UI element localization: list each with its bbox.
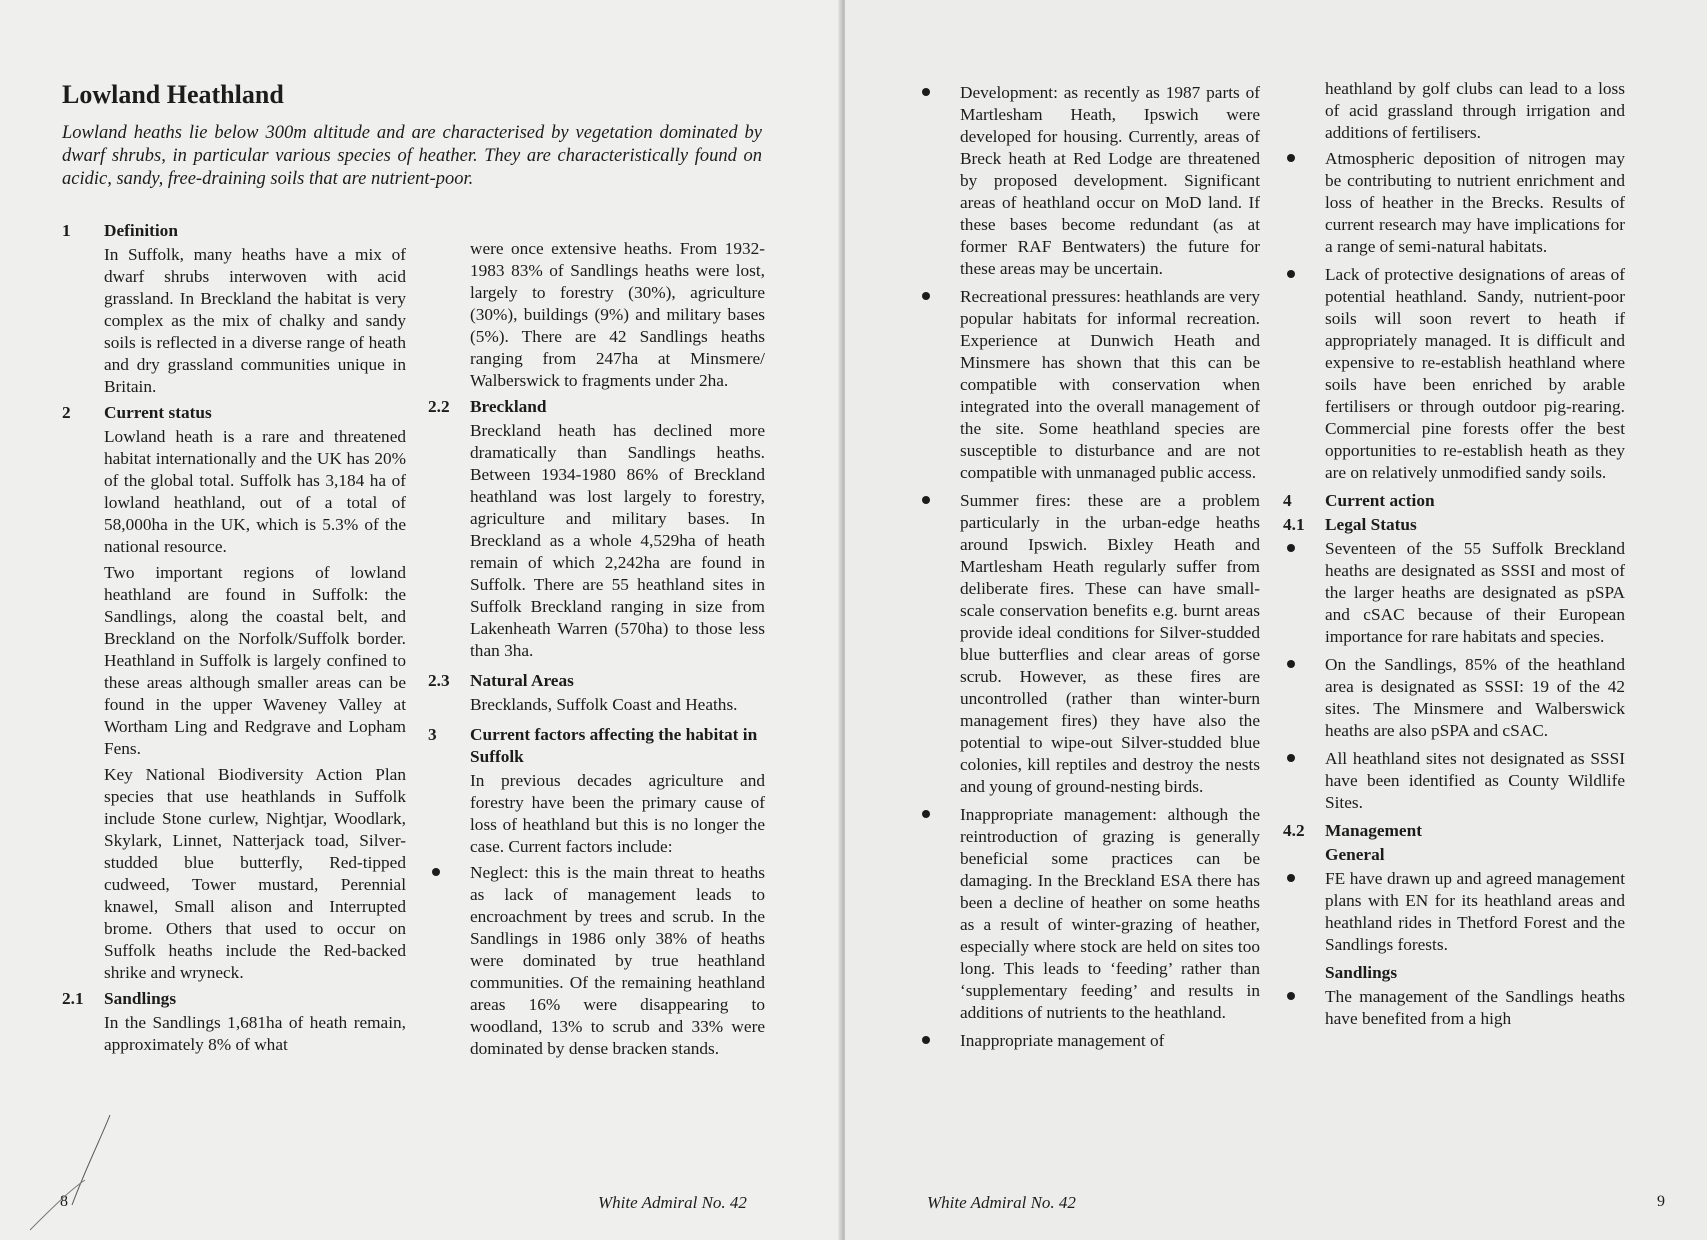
bullet-item: Atmospheric deposition of nitrogen may be contributing to nutrient enrichment and loss of heather in the Brecks. Results of current research may have implications for a range of semi-natural habitats. (1325, 148, 1625, 258)
right-column-1 (960, 82, 1260, 1058)
bullet-icon (432, 868, 440, 876)
section-heading: 4.2 Management (1283, 821, 1422, 840)
intro-paragraph: Lowland heaths lie below 300m altitude and are characterised by vegetation dominated by dwarf shrubs, in particular various species of heather. They are characteristically found on acidic, sandy, free-draining soils that are nutrient-poor. (62, 123, 762, 189)
bullet-item: The management of the Sandlings heaths have benefited from a high (1325, 986, 1625, 1030)
paragraph: In previous decades agriculture and forestry have been the primary cause of loss of heathland but this is no longer the case. Current factors include: (470, 771, 765, 856)
bullet-item: Neglect: this is the main threat to heaths as lack of management leads to encroachment by trees and scrub. In the Sandlings in 1986 only 38% of heaths were dominated by true heathland communities. Of the remaining heathland areas 16% were disappearing to woodland, 13% to scrub and 33% were dominated by dense bracken stands. (470, 862, 765, 1060)
page-number: 9 (1657, 1193, 1665, 1210)
paragraph: Key National Biodiversity Action Plan species that use heathlands in Suffolk include Stone curlew, Nightjar, Woodlark, Skylark, Linnet, Natterjack toad, Silver-studded blue butterfly, Red-tipped cudweed, Tower mustard, Perennial knawel, Small alison and Interrupted brome. Others that used to occur on Suffolk heaths include the Red-backed shrike and wryneck. (104, 765, 406, 982)
subheading: General (1325, 845, 1385, 864)
subheading: Sandlings (1325, 963, 1398, 982)
page-footer: White Admiral No. 42 (927, 1193, 1076, 1212)
bullet-icon (922, 810, 930, 818)
page-title: Lowland Heathland (62, 80, 284, 109)
section-heading: 2.1 Sandlings (62, 989, 177, 1008)
right-column-2 (1283, 78, 1625, 1036)
bullet-icon (1287, 154, 1295, 162)
paragraph: In the Sandlings 1,681ha of heath remain, approximately 8% of what (104, 1013, 406, 1054)
bullet-item: Seventeen of the 55 Suffolk Breckland heaths are designated as SSSI and most of the larger heaths are designated as pSPA and cSAC because of their European importance for rare habitats and species. (1325, 538, 1625, 648)
bullet-icon (1287, 992, 1295, 1000)
page-footer: White Admiral No. 42 (598, 1193, 747, 1212)
section-heading: 1 Definition (62, 221, 178, 240)
bullet-item: Inappropriate management of (960, 1030, 1260, 1052)
bullet-icon (1287, 660, 1295, 668)
paragraph: Brecklands, Suffolk Coast and Heaths. (470, 695, 738, 714)
bullet-icon (922, 292, 930, 300)
bullet-icon (1287, 754, 1295, 762)
bullet-icon (922, 88, 930, 96)
paragraph: Lowland heath is a rare and threatened habitat internationally and the UK has 20% of the global total. Suffolk has 3,184 ha of lowland heathland, out of a total of 58,000ha in the UK, which is 5.3% of the national resource. (104, 427, 406, 556)
paragraph: Two important regions of lowland heathland are found in Suffolk: the Sandlings, along the coastal belt, and Breckland on the Norfolk/Suffolk border. Heathland in Suffolk is largely confined to these areas although smaller areas can be found in the upper Waveney Valley at Wortham Ling and Redgrave and Lopham Fens. (104, 563, 406, 758)
paragraph: heathland by golf clubs can lead to a loss of acid grassland through irrigation and additions of fertilisers. (1325, 79, 1625, 142)
section-heading: 2.3 Natural Areas (428, 671, 574, 690)
bullet-item: Recreational pressures: heathlands are very popular habitats for informal recreation. Experience at Dunwich Heath and Minsmere has shown that this can be compatible with conservation when integrated into the overall management of the site. Some heathland species are susceptible to disturbance and are not compatible with unmanaged public access. (960, 286, 1260, 484)
left-column-1 (62, 218, 406, 1060)
bullet-item: Lack of protective designations of areas of potential heathland. Sandy, nutrient-poor soils will soon revert to heath if appropriately managed. It is difficult and expensive to re-establish heathland where soils have been enriched by arable fertilisers or through outdoor pig-rearing. Commercial pine forests offer the best opportunities to re-establish heath as they are on relatively unmodified sandy soils. (1325, 264, 1625, 484)
bullet-item: Inappropriate management: although the reintroduction of grazing is generally beneficial some practices can be damaging. In the Breckland ESA there has been a decline of heather on some heaths as a result of winter-grazing of heather, especially where stock are held on sites too long. This leads to ‘feeding’ rather than ‘supplementary feeding’ and results in additions of nutrients to the heathland. (960, 804, 1260, 1024)
paragraph: were once extensive heaths. From 1932-1983 83% of Sandlings heaths were lost, largely to forestry (30%), agriculture (30%), buildings (9%) and military bases (5%). There are 42 Sandlings heaths ranging from 247ha at Minsmere/ Walberswick to fragments under 2ha. (470, 239, 765, 390)
left-page (0, 0, 845, 1240)
paragraph: In Suffolk, many heaths have a mix of dwarf shrubs interwoven with acid grassland. In Breckland the habitat is very complex as the mix of chalky and sandy soils is reflected in a diverse range of heath and dry grassland communities unique in Britain. (104, 245, 406, 396)
bullet-item: All heathland sites not designated as SSSI have been identified as County Wildlife Sites. (1325, 748, 1625, 814)
bullet-icon (1287, 874, 1295, 882)
section-heading: 4 Current action (1283, 491, 1435, 510)
bullet-icon (1287, 544, 1295, 552)
bullet-item: Summer fires: these are a problem particularly in the urban-edge heaths around Ipswich. Bixley Heath and Martlesham Heath regularly suffer from deliberate fires. These can have small-scale conservation benefits e.g. burnt areas provide ideal conditions for Silver-studded blue butterflies and clear areas of gorse scrub. However, as these fires are uncontrolled (rather than winter-burn management fires) they have also the potential to wipe-out Silver-studded blue colonies, kill reptiles and destroy the nests and young of ground-nesting birds. (960, 490, 1260, 798)
section-heading: 4.1 Legal Status (1283, 515, 1417, 534)
bullet-item: FE have drawn up and agreed management plans with EN for its heathland areas and heathland rides in Thetford Forest and the Sandlings forests. (1325, 868, 1625, 956)
bullet-icon (1287, 270, 1295, 278)
page-number: 8 (60, 1193, 68, 1210)
bullet-item: On the Sandlings, 85% of the heathland area is designated as SSSI: 19 of the 42 sites. The Minsmere and Walberswick heaths are also pSPA and cSAC. (1325, 654, 1625, 742)
left-column-2 (428, 238, 765, 1066)
section-heading: 2.2 Breckland (428, 397, 547, 416)
right-page (845, 0, 1707, 1240)
bullet-icon (922, 1036, 930, 1044)
paragraph: Breckland heath has declined more dramatically than Sandlings heaths. Between 1934-1980 86% of Breckland heathland was lost largely to forestry, agriculture and military bases. In Breckland as a whole 4,529ha of heath remain of which 2,242ha are found in Suffolk. There are 55 heathland sites in Suffolk Breckland ranging in size from Lakenheath Warren (570ha) to those less than 3ha. (470, 421, 765, 660)
section-heading: 2 Current status (62, 403, 212, 422)
bullet-icon (922, 496, 930, 504)
bullet-item: Development: as recently as 1987 parts of Martlesham Heath, Ipswich were developed for housing. Currently, areas of Breck heath at Red Lodge are threatened by proposed development. Significant areas of heathland occur on MoD land. If these bases become redundant (as at former RAF Bentwaters) the future for these areas may be uncertain. (960, 82, 1260, 280)
section-heading: 3 Current factors affecting the habitat in Suffolk (428, 725, 758, 766)
